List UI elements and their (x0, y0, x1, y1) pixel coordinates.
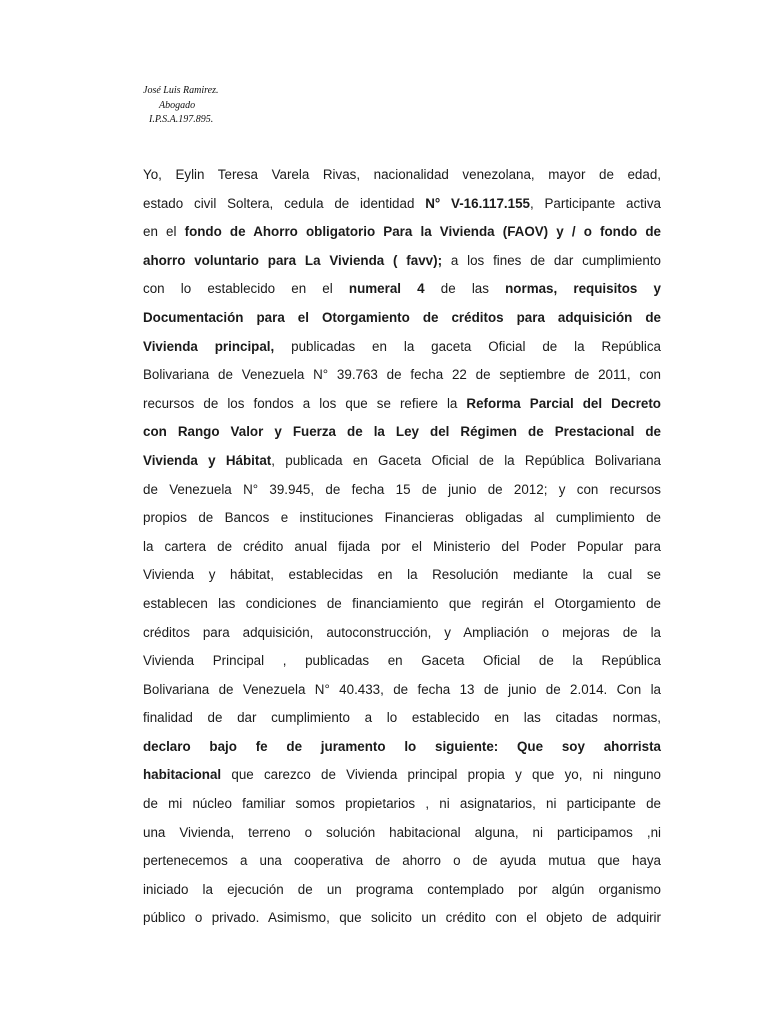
text-segment: de mi núcleo familiar somos propietarios , ni asignatarios, ni participante de (143, 796, 661, 812)
text-line (143, 190, 661, 219)
text-segment: recursos de los fondos a los que se refiere la (143, 395, 467, 411)
text-segment: propios de Bancos e instituciones Financieras obligadas al cumplimiento de (143, 510, 661, 526)
text-line (143, 333, 661, 362)
text-line (143, 904, 661, 933)
bold-text-segment: habitacional (143, 767, 222, 783)
text-line (143, 647, 661, 676)
text-line (143, 447, 661, 476)
text-segment: que carezco de Vivienda principal propia y que yo, ni ninguno (221, 767, 661, 783)
bold-text-segment: declaro bajo fe de juramento lo siguiente: Que soy ahorrista (143, 738, 661, 754)
text-line (143, 590, 661, 619)
text-segment: créditos para adquisición, autoconstrucción, y Ampliación o mejoras de la (143, 624, 661, 640)
text-line (143, 161, 661, 190)
text-segment: con lo establecido en el (143, 281, 349, 297)
text-segment: , publicada en Gaceta Oficial de la República Bolivariana (271, 452, 661, 468)
text-line (143, 619, 661, 648)
bold-text-segment: N° V-16.117.155 (425, 195, 530, 211)
ipsa-number: I.P.S.A.197.895. (149, 114, 214, 125)
text-line (143, 418, 661, 447)
text-line (143, 304, 661, 333)
text-segment: establecen las condiciones de financiamiento que regirán el Otorgamiento de (143, 595, 661, 611)
text-segment: de las (424, 281, 506, 297)
text-line (143, 819, 661, 848)
bold-text-segment: Reforma Parcial del Decreto (466, 395, 661, 411)
text-segment: publicadas en la gaceta Oficial de la República (274, 338, 661, 354)
lawyer-title: Abogado (159, 99, 196, 111)
bold-text-segment: Vivienda y Hábitat (143, 452, 272, 468)
text-segment: Yo, Eylin Teresa Varela Rivas, nacionalidad venezolana, mayor de edad, (143, 167, 661, 182)
text-segment: de Venezuela N° 39.945, de fecha 15 de junio de 2012; y con recursos (143, 481, 661, 497)
text-segment: público o privado. Asimismo, que solicito un crédito con el objeto de adquirir (143, 910, 661, 926)
text-line (143, 561, 661, 590)
text-line (143, 733, 661, 762)
text-line (143, 704, 661, 733)
text-segment: Bolivariana de Venezuela N° 39.763 de fecha 22 de septiembre de 2011, con (143, 367, 661, 383)
text-line (143, 876, 661, 905)
text-line (143, 504, 661, 533)
text-line (143, 247, 661, 276)
text-line (143, 676, 661, 705)
text-segment: , Participante activa (529, 195, 661, 211)
bold-text-segment: fondo de Ahorro obligatorio Para la Vivienda (FAOV) y / o fondo de (184, 224, 661, 240)
text-segment: iniciado la ejecución de un programa contemplado por algún organismo (143, 881, 661, 897)
text-segment: en el (143, 224, 185, 240)
text-segment: la cartera de crédito anual fijada por el Ministerio del Poder Popular para (143, 538, 661, 554)
bold-text-segment: numeral 4 (348, 281, 425, 297)
text-segment: una Vivienda, terreno o solución habitacional alguna, ni participamos ,ni (143, 824, 661, 840)
text-line (143, 476, 661, 505)
bold-text-segment: con Rango Valor y Fuerza de la Ley del Régimen de Prestacional de (143, 424, 661, 440)
text-segment: a los fines de dar cumplimiento (442, 252, 661, 268)
text-segment: estado civil Soltera, cedula de identidad (143, 195, 426, 211)
text-line (143, 533, 661, 562)
text-segment: finalidad de dar cumplimiento a lo establecido en las citadas normas, (143, 710, 661, 726)
text-line (143, 847, 661, 876)
text-line (143, 361, 661, 390)
bold-text-segment: Documentación para el Otorgamiento de créditos para adquisición de (143, 309, 661, 325)
bold-text-segment: ahorro voluntario para La Vivienda ( favv); (143, 252, 443, 268)
text-line (143, 761, 661, 790)
letterhead (143, 84, 218, 128)
declaration-body (143, 161, 661, 933)
text-segment: Vivienda Principal , publicadas en Gaceta Oficial de la República (143, 653, 661, 669)
text-line (143, 218, 661, 247)
bold-text-segment: Vivienda principal, (143, 338, 275, 354)
text-segment: Vivienda y hábitat, establecidas en la Resolución mediante la cual se (143, 567, 661, 583)
text-line (143, 275, 661, 304)
text-line (143, 790, 661, 819)
text-line (143, 390, 661, 419)
text-segment: pertenecemos a una cooperativa de ahorro o de ayuda mutua que haya (143, 853, 661, 869)
bold-text-segment: normas, requisitos y (505, 281, 661, 297)
text-segment: Bolivariana de Venezuela N° 40.433, de fecha 13 de junio de 2.014. Con la (143, 681, 661, 697)
lawyer-name: José Luis Ramirez. (143, 85, 219, 96)
